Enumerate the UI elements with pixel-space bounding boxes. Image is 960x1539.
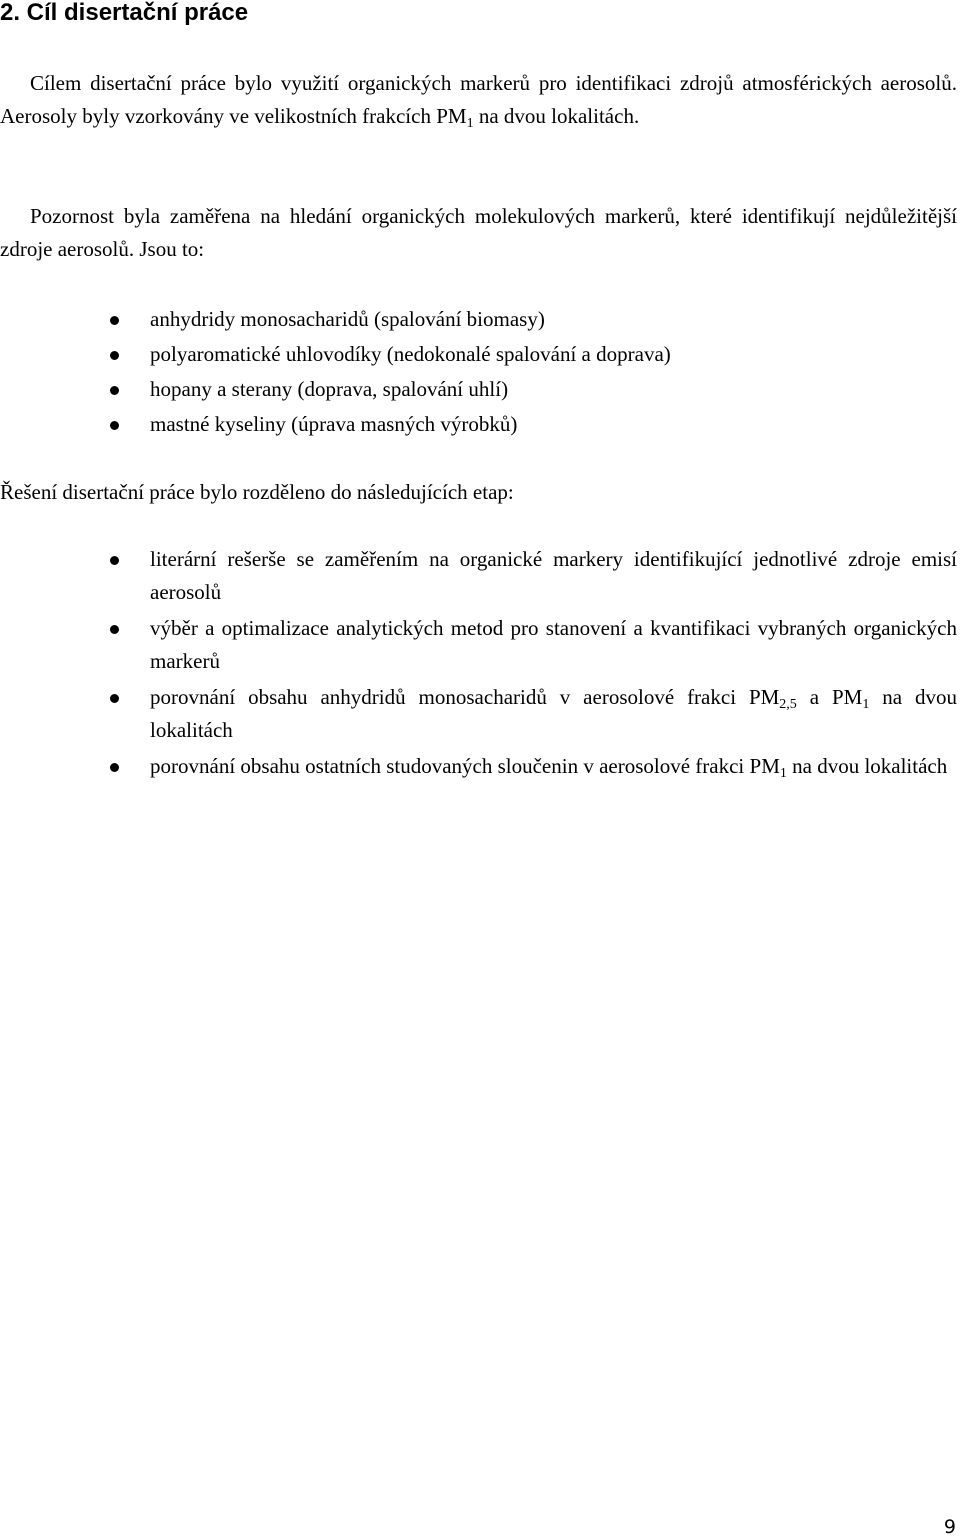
list-item-text: mastné kyseliny (úprava masných výrobků)	[150, 412, 518, 436]
list-item	[0, 750, 957, 783]
list-item	[0, 612, 957, 678]
list-item	[0, 408, 957, 443]
page-number: 9	[943, 1516, 956, 1538]
stages-intro: Řešení disertační práce bylo rozděleno do následujících etap:	[0, 480, 514, 504]
list-item-text: a PM	[796, 685, 863, 709]
list-item	[0, 338, 957, 373]
list-item	[0, 303, 957, 338]
bullet-icon	[110, 351, 119, 360]
list-item-text: výběr a optimalizace analytických metod pro stanovení a kvantifikaci vybraných organických markerů	[150, 616, 957, 673]
intro-text: Cílem disertační práce bylo využití organických markerů pro identifikaci zdrojů atmosférických aerosolů. Aerosoly byly vzorkovány ve velikostních frakcích PM	[0, 71, 957, 128]
list-item-text: anhydridy monosacharidů (spalování biomasy)	[150, 307, 545, 331]
list-item-text: na dvou lokalitách	[150, 685, 957, 742]
bullet-icon	[110, 694, 119, 703]
markers-list	[0, 303, 957, 443]
pm-subscript: 1	[862, 697, 870, 712]
focus-paragraph	[0, 200, 957, 266]
focus-text: Pozornost byla zaměřena na hledání organických molekulových markerů, které identifikují nejdůležitější zdroje aerosolů. Jsou to:	[0, 204, 957, 261]
intro-paragraph	[0, 67, 957, 133]
bullet-icon	[110, 556, 119, 565]
list-item-text: porovnání obsahu ostatních studovaných sloučenin v aerosolové frakci PM	[150, 754, 780, 778]
list-item	[0, 373, 957, 408]
bullet-icon	[110, 763, 119, 772]
list-item-text: literární rešerše se zaměřením na organické markery identifikující jednotlivé zdroje emisí aerosolů	[150, 547, 957, 604]
section-heading: 2. Cíl disertační práce	[0, 0, 249, 26]
pm-subscript: 2,5	[779, 697, 797, 712]
bullet-icon	[110, 625, 119, 634]
bullet-icon	[110, 421, 119, 430]
stages-list	[0, 543, 957, 786]
list-item-text: hopany a sterany (doprava, spalování uhlí)	[150, 377, 509, 401]
list-item-text: porovnání obsahu anhydridů monosacharidů v aerosolové frakci PM	[150, 685, 780, 709]
bullet-icon	[110, 316, 119, 325]
list-item	[0, 543, 957, 609]
list-item-text: polyaromatické uhlovodíky (nedokonalé spalování a doprava)	[150, 342, 671, 366]
list-item-text: na dvou lokalitách	[786, 754, 948, 778]
pm-subscript: 1	[779, 766, 787, 781]
pm-subscript: 1	[466, 116, 474, 131]
list-item	[0, 681, 957, 747]
intro-text-end: na dvou lokalitách.	[473, 104, 640, 128]
bullet-icon	[110, 386, 119, 395]
